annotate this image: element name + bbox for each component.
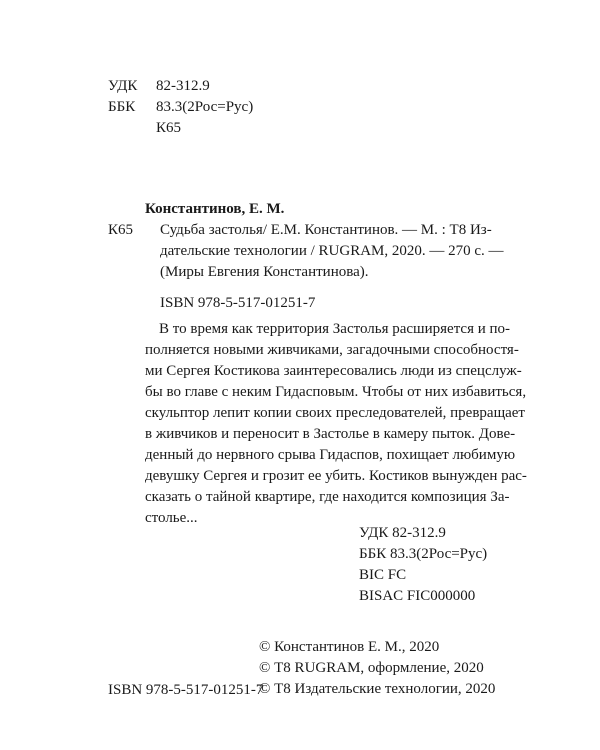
classification-line: BIC FC [359,567,407,583]
isbn-line: ISBN 978-5-517-01251-7 [160,295,316,311]
copyright-line: © Константинов Е. М., 2020 [259,639,440,655]
annotation-line: девушку Сергея и грозит ее убить. Костиков вынужден рас- [145,468,527,484]
classification-line: ББК 83.3(2Рос=Рус) [359,546,488,562]
annotation [145,319,527,529]
annotation-line: ми Сергея Костикова заинтересовались люди из спецслуж- [145,363,522,379]
description-line: дательские технологии / RUGRAM, 2020. — 270 с. — [160,243,504,259]
classification-block [359,523,487,607]
copyright-line: © Т8 Издательские технологии, 2020 [259,681,496,697]
annotation-line: сказать о тайной квартире, где находится композиция За- [145,489,510,505]
description-line: (Миры Евгения Константинова). [160,264,369,280]
classification-line: BISAC FIC000000 [359,588,476,604]
bbk-value: 83.3(2Рос=Рус) [156,99,254,115]
copyright-line: © Т8 RUGRAM, оформление, 2020 [259,660,484,676]
copyright-block [259,637,495,700]
classification-line: УДК 82-312.9 [359,525,446,541]
udk-value: 82-312.9 [156,78,210,94]
annotation-line: столье... [145,510,198,526]
header-author-mark: К65 [156,120,182,136]
annotation-line: скульптор лепит копии своих преследователей, превращает [145,405,525,421]
footer-isbn: ISBN 978-5-517-01251-7 [108,682,264,698]
udk-label: УДК [108,78,138,94]
description-line: Судьба застолья/ Е.М. Константинов. — М. : Т8 Из- [160,222,492,238]
annotation-line: бы во главе с неким Гидасповым. Чтобы от них избавиться, [145,384,527,400]
bbk-label: ББК [108,99,136,115]
annotation-line: денный до нервного срыва Гидаспов, похищает любимую [145,447,516,463]
record-author-mark: К65 [108,222,134,238]
author-heading: Константинов, Е. М. [145,201,285,217]
annotation-line: в живчиков и переносит в Застолье в камеру пыток. Дове- [145,426,516,442]
annotation-line: В то время как территория Застолья расширяется и по- [159,321,511,337]
annotation-line: полняется новыми живчиками, загадочными способностя- [145,342,519,358]
